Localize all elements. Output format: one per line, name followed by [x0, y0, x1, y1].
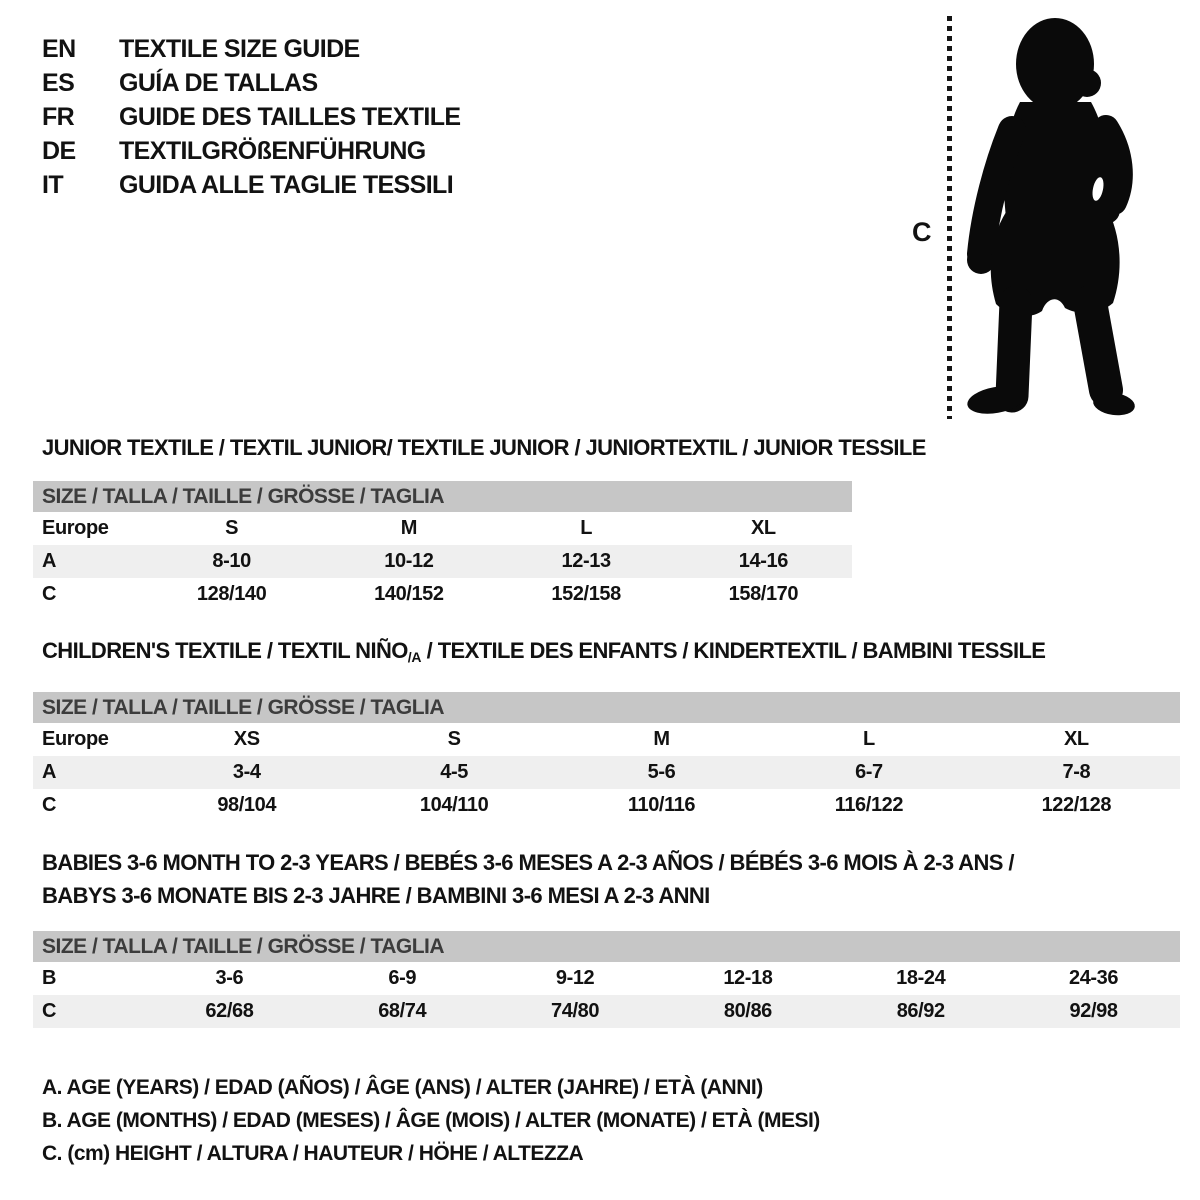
- table-cell: XL: [750, 517, 776, 539]
- table-row-height: [33, 789, 1180, 822]
- language-code: IT: [42, 171, 64, 199]
- row-label: A: [42, 550, 57, 572]
- language-list: [42, 36, 461, 206]
- language-label: TEXTILE SIZE GUIDE: [119, 35, 360, 63]
- language-row-it: [42, 172, 461, 206]
- table-cell: S: [225, 517, 239, 539]
- table-cell: 3-4: [232, 761, 261, 783]
- language-code: FR: [42, 103, 75, 131]
- table-cell: 5-6: [647, 761, 676, 783]
- legend-line-b: B. AGE (MONTHS) / EDAD (MESES) / ÂGE (MOIS) / ALTER (MONATE) / ETÀ (MESI): [42, 1109, 820, 1132]
- row-label: B: [42, 967, 57, 989]
- table-row-height: [33, 995, 1180, 1028]
- table-cell: 158/170: [728, 583, 799, 605]
- table-cell: 140/152: [374, 583, 444, 605]
- size-table-children: [33, 692, 1180, 822]
- table-cell: 74/80: [551, 1000, 600, 1022]
- table-cell: 104/110: [419, 794, 489, 816]
- height-dashed-line: [947, 16, 952, 419]
- table-row-months: [33, 962, 1180, 995]
- language-label: TEXTILGRÖßENFÜHRUNG: [119, 137, 426, 165]
- title-line: BABIES 3-6 MONTH TO 2-3 YEARS / BEBÉS 3-6 MESES A 2-3 AÑOS / BÉBÉS 3-6 MOIS À 2-3 ANS /: [42, 850, 1014, 875]
- table-cell: 3-6: [215, 967, 244, 989]
- table-cell: XS: [233, 728, 260, 750]
- language-code: DE: [42, 137, 76, 165]
- table-cell: 92/98: [1069, 1000, 1118, 1022]
- size-header-bar: SIZE / TALLA / TAILLE / GRÖSSE / TAGLIA: [33, 692, 1180, 723]
- table-cell: 86/92: [896, 1000, 945, 1022]
- table-cell: 110/116: [627, 794, 696, 816]
- table-cell: M: [653, 728, 670, 750]
- language-label: GUÍA DE TALLAS: [119, 69, 318, 97]
- title-text: / TEXTILE DES ENFANTS / KINDERTEXTIL / BAMBINI TESSILE: [421, 638, 1046, 663]
- table-cell: L: [580, 517, 593, 539]
- table-cell: 4-5: [440, 761, 468, 783]
- row-label: C: [42, 794, 57, 816]
- language-label: GUIDA ALLE TAGLIE TESSILI: [119, 171, 454, 199]
- table-cell: L: [863, 728, 875, 750]
- size-table-babies: [33, 931, 1180, 1028]
- table-cell: 80/86: [723, 1000, 772, 1022]
- section-title-children: [42, 638, 1045, 665]
- row-label: A: [42, 761, 57, 783]
- table-cell: 6-7: [855, 761, 883, 783]
- row-label: C: [42, 1000, 57, 1022]
- table-cell: 98/104: [217, 794, 277, 816]
- language-row-de: [42, 138, 461, 172]
- table-cell: 12-13: [561, 550, 611, 572]
- row-label: Europe: [42, 728, 109, 750]
- section-title-babies: [42, 846, 1014, 912]
- table-cell: 8-10: [212, 550, 251, 572]
- legend-line-a: A. AGE (YEARS) / EDAD (AÑOS) / ÂGE (ANS) / ALTER (JAHRE) / ETÀ (ANNI): [42, 1076, 763, 1099]
- language-label: GUIDE DES TAILLES TEXTILE: [119, 103, 461, 131]
- table-row-europe: [33, 723, 1180, 756]
- table-cell: 68/74: [378, 1000, 427, 1022]
- table-cell: XL: [1063, 728, 1089, 750]
- language-row-en: [42, 36, 461, 70]
- table-cell: 12-18: [723, 967, 773, 989]
- table-row-europe: [33, 512, 852, 545]
- table-cell: 116/122: [834, 794, 904, 816]
- language-row-es: [42, 70, 461, 104]
- table-cell: 9-12: [555, 967, 595, 989]
- measure-label-c: C: [912, 217, 932, 247]
- table-cell: 6-9: [388, 967, 417, 989]
- table-cell: M: [400, 517, 417, 539]
- table-cell: 14-16: [738, 550, 788, 572]
- size-header-bar: SIZE / TALLA / TAILLE / GRÖSSE / TAGLIA: [33, 481, 852, 512]
- row-label: Europe: [42, 517, 109, 539]
- table-row-height: [33, 578, 852, 611]
- language-code: EN: [42, 35, 76, 63]
- row-label: C: [42, 583, 57, 605]
- table-cell: 18-24: [896, 967, 946, 989]
- table-cell: 10-12: [384, 550, 434, 572]
- title-line: BABYS 3-6 MONATE BIS 2-3 JAHRE / BAMBINI 3-6 MESI A 2-3 ANNI: [42, 883, 710, 908]
- table-cell: S: [447, 728, 461, 750]
- table-cell: 128/140: [196, 583, 267, 605]
- language-row-fr: [42, 104, 461, 138]
- title-subscript: /A: [407, 649, 422, 665]
- legend-line-c: C. (cm) HEIGHT / ALTURA / HAUTEUR / HÖHE / ALTEZZA: [42, 1142, 584, 1165]
- table-cell: 62/68: [205, 1000, 254, 1022]
- legend: [42, 1071, 820, 1170]
- table-row-age: [33, 756, 1180, 789]
- table-cell: 24-36: [1068, 967, 1119, 989]
- section-title-junior: JUNIOR TEXTILE / TEXTIL JUNIOR/ TEXTILE JUNIOR / JUNIORTEXTIL / JUNIOR TESSILE: [42, 435, 926, 460]
- table-cell: 122/128: [1041, 794, 1112, 816]
- table-cell: 7-8: [1062, 761, 1091, 783]
- language-code: ES: [42, 69, 75, 97]
- title-text: CHILDREN'S TEXTILE / TEXTIL NIÑO: [42, 638, 408, 663]
- size-table-junior: [33, 481, 852, 611]
- toddler-silhouette-icon: [958, 14, 1158, 424]
- table-row-age: [33, 545, 852, 578]
- size-header-bar: SIZE / TALLA / TAILLE / GRÖSSE / TAGLIA: [33, 931, 1180, 962]
- table-cell: 152/158: [551, 583, 621, 605]
